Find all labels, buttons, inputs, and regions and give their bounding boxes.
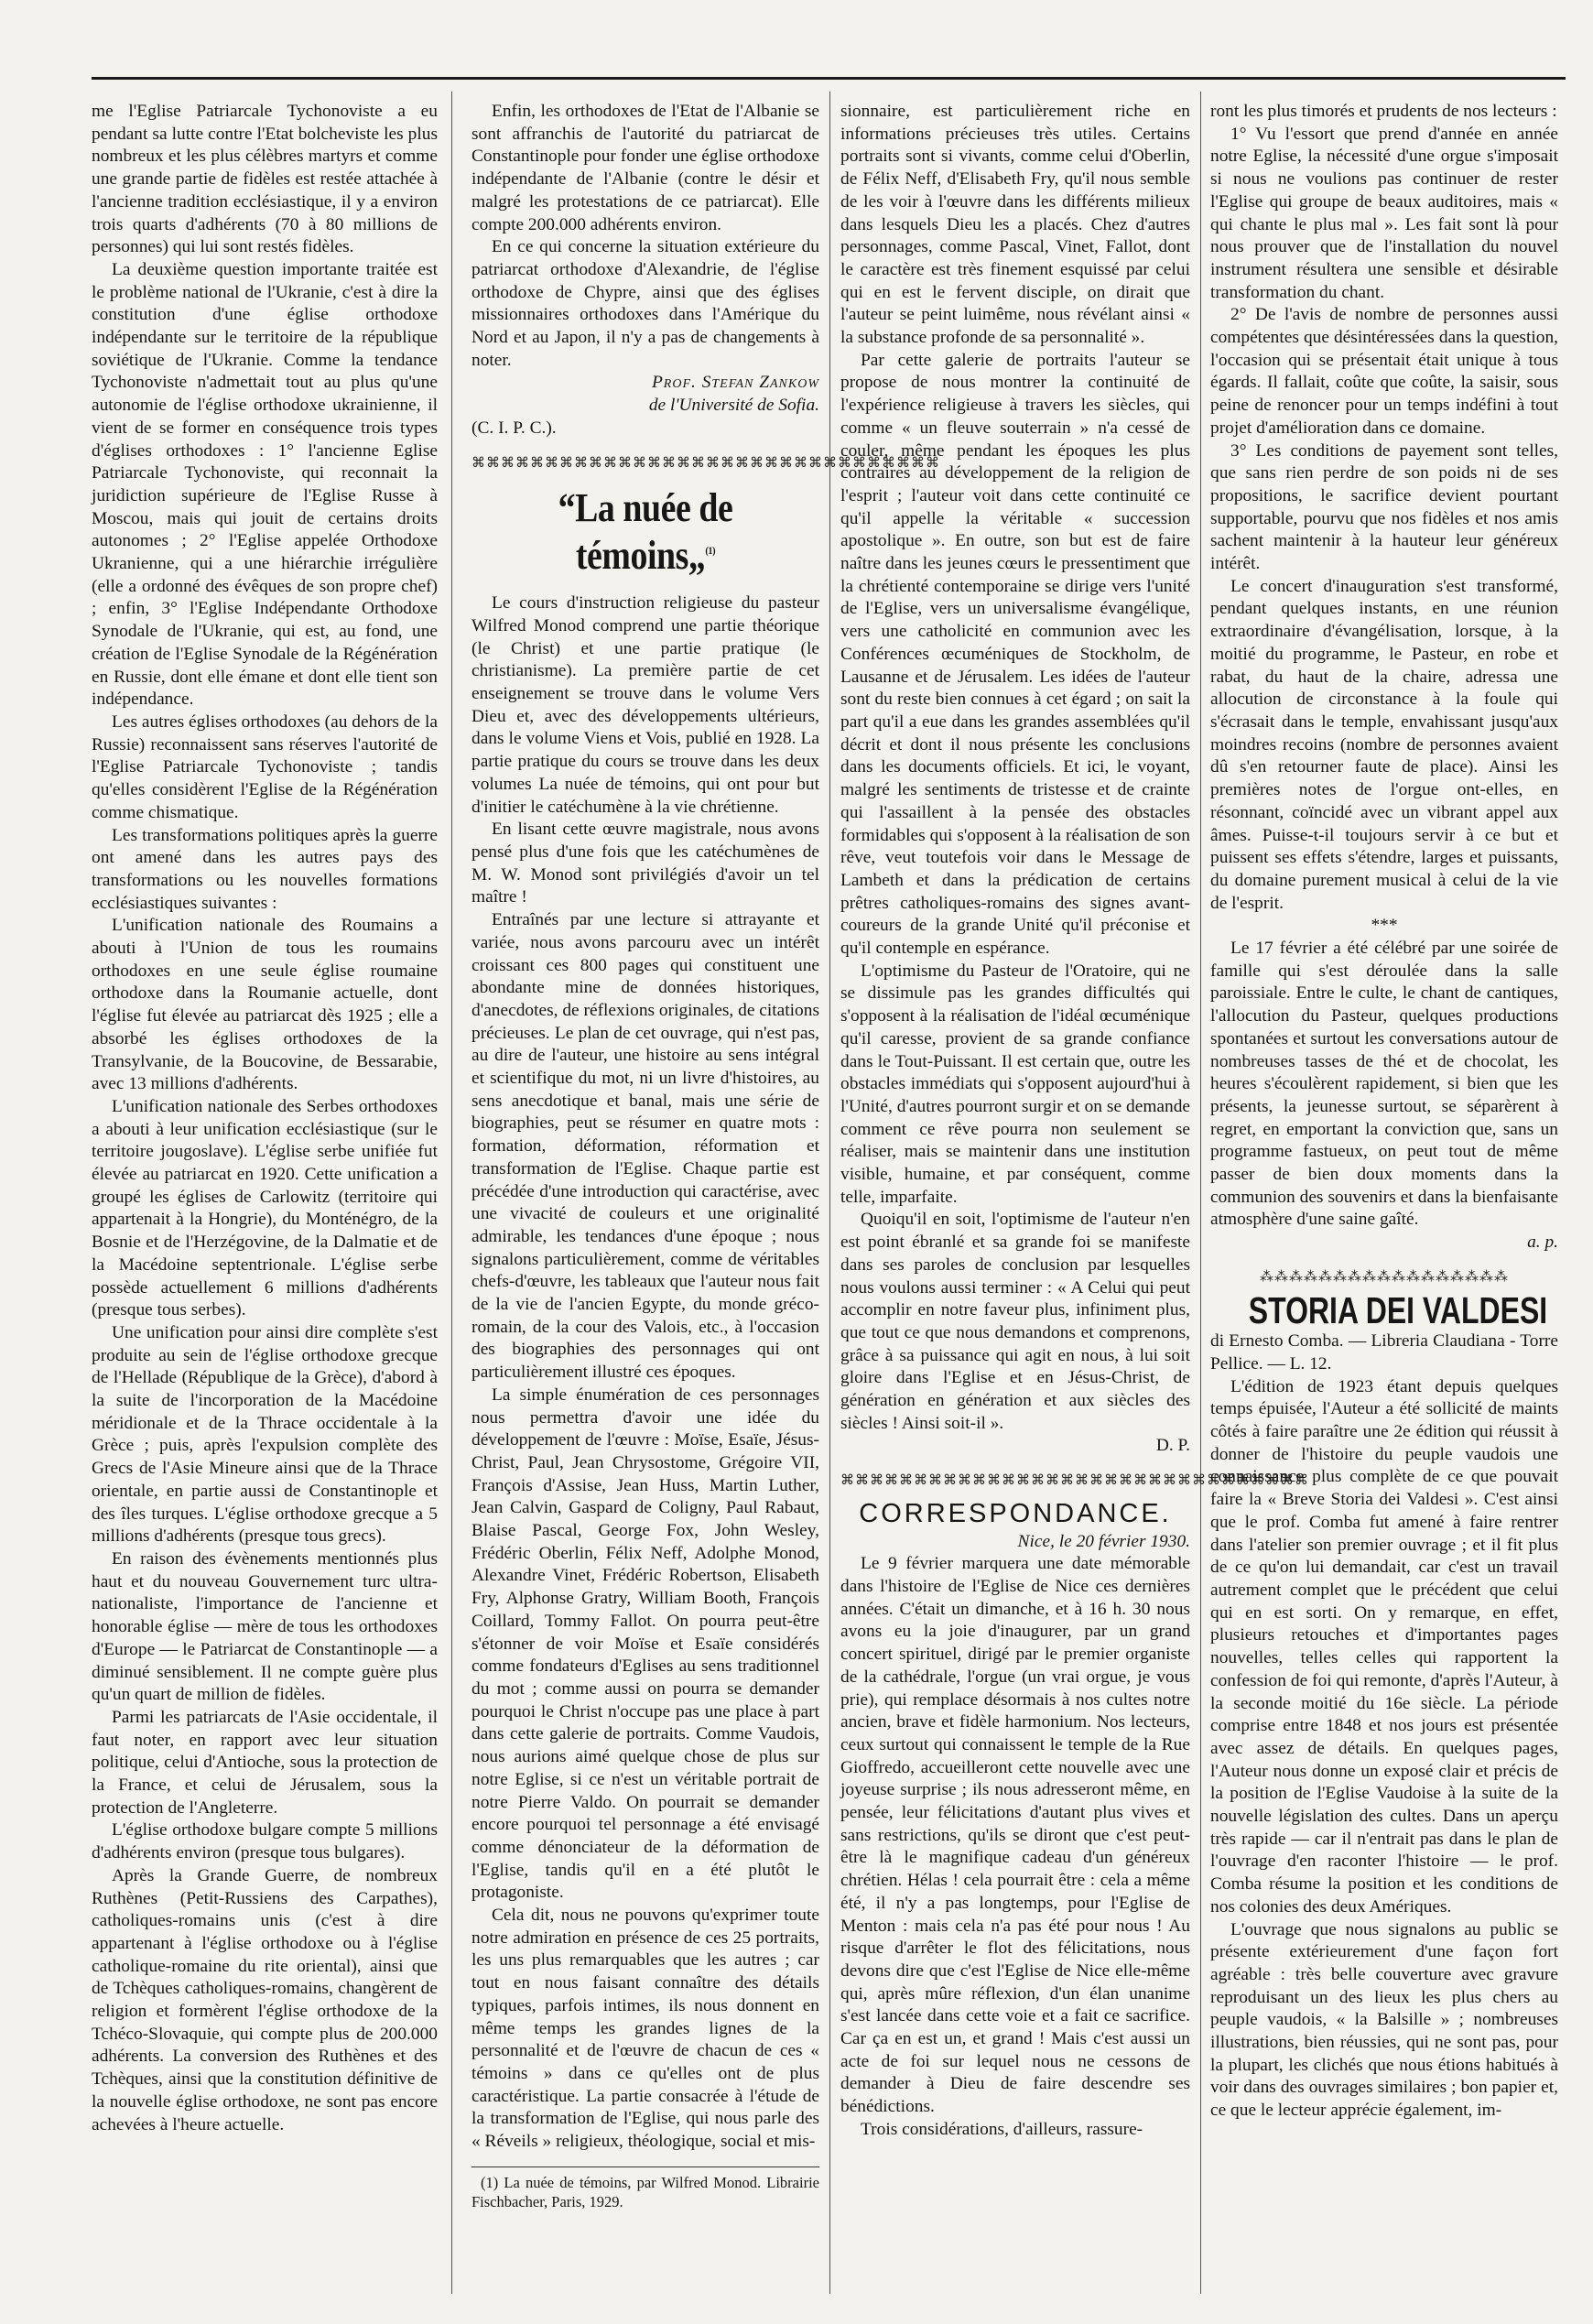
column-divider [451,92,452,2294]
footnote-marker: (1) [705,544,716,558]
paragraph: 1° Vu l'essort que prend d'année en année notre Eglise, la nécessité d'une orgue s'imposait si nous ne voulions pas continuer de rester l'Eglise qui groupe de beaux auditoires, mais « qui chante le plus mal ». Les fait sont là pour nous prouver que de l'installation du nouvel instrument résultera une sensible et désirable transformation du chant. [1210,124,1558,302]
article-title-text: “La nuée de témoins„ [558,485,733,579]
source-line: (C. I. P. C.). [471,418,557,438]
section-title: STORIA DEI VALDESI [1248,1288,1548,1331]
dateline: Nice, le 20 février 1930. [1017,1531,1190,1551]
column-3 [840,101,1309,2298]
paragraph: me l'Eglise Patriarcale Tychonoviste a eu pendant sa lutte contre l'Etat bolcheviste les plus nombreux et les plus célèbres martyrs et comme une grande partie de fidèles est restée attachée à l'ancienne tradition ecclésiastique, il y a environ trois quarts d'adhérents (70 à 80 millions de personnes) qui lui sont restés fidèles. [92,102,438,257]
ornament-divider: ⌘⌘⌘⌘⌘⌘⌘⌘⌘⌘⌘⌘⌘⌘⌘⌘⌘⌘⌘⌘⌘⌘⌘⌘⌘⌘⌘⌘⌘⌘⌘⌘ [471,453,940,471]
paragraph: Cela dit, nous ne pouvons qu'exprimer toute notre admiration en présence de ces 25 portraits, les uns plus remarquables que les autres ; car tout en nous faisant connaître des détails typiques, parfois intimes, ils nous donnent en même temps les grandes lignes de la personnalité et de l'œuvre de chacun de ces « témoins » dans ce qu'elles ont de plus caractéristique. La partie consacrée à l'étude de la transformation de l'Eglise, qui nous parle des « Réveils » religieux, théologique, social et mis- [471,1906,819,2152]
column-1 [92,101,438,2298]
paragraph: Par cette galerie de portraits l'auteur se propose de nous montrer la continuité de l'expérience religieuse à travers les siècles, qui comme « un fleuve souterrain » n'a cessé de couler, même pendant les époques les plus contraires au développement de la religion de l'esprit ; l'auteur voit dans cette continuité ce qu'il appelle la véritable « succession apostolique ». En outre, son but est de faire naître dans les jeunes cœurs le pressentiment que la chrétienté contemporaine se dirige vers l'unité de l'Eglise, vers un universalisme évangélique, vers une catholicité en communion avec les Conférences œcuméniques de Stockholm, de Lausanne et de Jérusalem. Les idées de l'auteur sont du reste bien connues à cet égard ; on sait la part qu'il a eue dans les grandes assemblées qu'il décrit et dont il nous présente les conclusions dans les documents officiels. Et ici, le voyant, malgré les sentiments de tristesse et de crainte qui l'assaillent à la pensée des obstacles formidables qui s'opposent à la réalisation de son rêve, veut toutefois voir dans le Message de Lambeth et dans la prédication de certains prêtres catholiques-romains des signes avant-coureurs de la grande Unité qu'il préconise et qu'il contemple en espérance. [840,350,1190,959]
paragraph: Le concert d'inauguration s'est transformé, pendant quelques instants, en une réunion extraordinaire d'évangélisation, lorsque, à la moitié du programme, le Pasteur, en robe et rabat, du haut de la chaire, adressa une allocution de circonstance à la foule qui s'écrasait dans le temple, envahissant jusqu'aux moindres recoins (nombre de personnes avaient dû s'en retourner faute de place). Ainsi les premières notes de l'orgue ont-elles, en résonnant, coïncidé avec un vibrant appel aux âmes. Puisse-t-il toujours servir à ce but et puissent ses effets s'étendre, larges et puissants, du domaine purement musical à celui de la vie de l'esprit. [1210,576,1558,913]
paragraph: Les transformations politiques après la guerre ont amené dans les autres pays des transformations ou les nouvelles formations ecclésiastiques suivantes : [92,825,438,913]
footnote [471,2167,819,2211]
paragraph: Quoiqu'il en soit, l'optimisme de l'auteur n'en est point ébranlé et sa grande foi se manifeste dans ses paroles de conclusion par lesquelles nous voulons aussi terminer : « A Celui qui peut accomplir en notre faveur plus, infiniment plus, que tout ce que nous demandons et comprenons, grâce à sa puissance qui agit en nous, à lui soit gloire dans l'Eglise et en Jésus-Christ, de génération en génération et aux siècles des siècles ! Ainsi soit-il ». [840,1210,1190,1433]
section-title: CORRESPONDANCE. [859,1498,1172,1528]
paragraph: Enfin, les orthodoxes de l'Etat de l'Albanie se sont affranchis de l'autorité du patriarcat de Constantinople pour fonder une église orthodoxe indépendante de l'Albanie (contre le désir et malgré les protestations de ce patriarcat). Elle compte 200.000 adhérents environ. [471,102,819,234]
column-divider [829,92,830,2294]
paragraph: ront les plus timorés et prudents de nos lecteurs : [1210,102,1557,121]
signature: D. P. [1155,1436,1190,1456]
column-4 [1210,101,1558,2298]
paragraph: Les autres églises orthodoxes (au dehors de la Russie) reconnaissent sans réserves l'autorité de l'Eglise Patriarcale Tychonoviste ; tandis qu'elles considèrent l'Eglise de la Régénération comme chismatique. [92,711,438,822]
paragraph: 3° Les conditions de payement sont telles, que sans rien perdre de son poids ni de ses propositions, le sacrifice devient pourtant supportable, pourvu que nos fidèles et nos amis sachent maintenir à la hauteur leur généreux intérêt. [1210,440,1558,574]
paragraph: Trois considérations, d'ailleurs, rassure- [861,2119,1143,2139]
signature: a. p. [1527,1233,1558,1253]
article-title [496,484,796,580]
paragraph: La deuxième question importante traitée est le problème national de l'Ukranie, c'est à dire la constitution d'une église orthodoxe indépendante sur le territoire de la république soviétique de l'Ukranie. Comme la tendance Tychonoviste n'admettait tout au plus qu'une autonomie de l'église orthodoxe ukrainienne, il vient de se former en conséquence trois types d'églises orthodoxes : 1° l'ancienne Eglise Patriarcale Tychonoviste, qui reconnait la juridiction supérieure de l'Eglise Russe à Moscou, mais qui jouit de certains droits autonomes ; 2° l'Eglise appelée Orthodoxe Ukranienne, qui a une hiérarchie irrégulière (elle a ordonné des évêques de son propre chef) ; enfin, 3° l'Eglise Indépendante Orthodoxe Synodale de l'Ukranie, qui est, au fond, une création de l'Eglise Synodale de la Régénération en Russie, dont elle émane et dont elle tient son indépendance. [92,259,438,710]
signature-name: Prof. Stefan Zankow [651,373,819,393]
byline: di Ernesto Comba. — Libreria Claudiana - Torre Pellice. — L. 12. [1210,1331,1558,1374]
ornament-divider: ⁂⁂⁂⁂⁂⁂⁂⁂⁂⁂⁂⁂⁂⁂⁂⁂⁂ [1260,1267,1509,1285]
ornament-divider: ⌘⌘⌘⌘⌘⌘⌘⌘⌘⌘⌘⌘⌘⌘⌘⌘⌘⌘⌘⌘⌘⌘⌘⌘⌘⌘⌘⌘⌘⌘⌘⌘ [840,1472,1309,1489]
paragraph: En ce qui concerne la situation extérieure du patriarcat orthodoxe d'Alexandrie, de l'église orthodoxe de Chypre, ainsi que des églises missionnaires orthodoxes dans l'Amérique du Nord et au Japon, il n'y a pas de changements à noter. [471,237,819,370]
paragraph: Le 17 février a été célébré par une soirée de famille qui s'est déroulée dans la salle paroissiale. Entre le culte, le chant de cantiques, l'allocution du Pasteur, quelques productions spontanées et surtout les conversations autour de nombreuses tasses de thé et de chocolat, les heures s'écoulèrent rapidement, si bien que les présents, la jeunesse surtout, se séparèrent à regret, en emportant la conviction que, sans un programme fastueux, on peut tout de même passer de bien doux moments dans la communion des souvenirs et dans la bienfaisante atmosphère d'une saine gaîté. [1210,939,1558,1230]
paragraph: L'ouvrage que nous signalons au public se présente extérieurement d'une façon fort agréable : très belle couverture avec gravure reproduisant un des lieux les plus chers au peuple vaudois, « la Balsille » ; nombreuses illustrations, bien réussies, qui ne sont pas, pour la plupart, les clichés que nous étions habitués à voir dans des ouvrages similaires ; bon papier et, ce que le lecteur apprécie également, im- [1210,1919,1558,2121]
stars-separator: *** [1371,916,1398,936]
paragraph: 2° De l'avis de nombre de personnes aussi compétentes que désintéressées dans la question, l'occasion qui se présentait était unique à tous égards. Il fallait, coûte que coûte, la saisir, sous peine de renoncer pour un temps indéfini à tout projet d'amélioration dans ce domaine. [1210,305,1558,438]
paragraph: Parmi les patriarcats de l'Asie occidentale, il faut noter, en rapport avec leur situation politique, celui d'Antioche, sous la protection de la France, et celui de Jérusalem, sous la protection de l'Angleterre. [92,1707,438,1818]
footnote-text: (1) La nuée de témoins, par Wilfred Monod. Librairie Fischbacher, Paris, 1929. [471,2173,819,2210]
paragraph: Le cours d'instruction religieuse du pasteur Wilfred Monod comprend une partie théorique (le Christ) et une partie pratique (le christianisme). La première partie de cet enseignement se trouve dans le volume Vers Dieu et, avec des développements ultérieurs, dans le volume Viens et Vois, publié en 1928. La partie pratique du cours se trouve dans les deux volumes La nuée de témoins, qui ont pour but d'initier le catéchumène à la vie chrétienne. [471,593,819,817]
paragraph: L'édition de 1923 étant depuis quelques temps épuisée, l'Auteur a été sollicité de maints côtés à faire paraître une 2e édition qui réussit à donner de l'histoire du peuple vaudois une connaissance plus complète de ce que pouvait faire la « Breve Storia dei Valdesi ». C'est ainsi que le prof. Comba fut amené à faire rentrer dans l'atelier son premier ouvrage ; et il fit plus de ce qu'on lui demandait, car c'est un travail autrement complet que le précédent que celui qui en est sorti. On y remarque, en effet, plusieurs retouches et d'importantes pages nouvelles, telles celles qui rapportent la confession de foi qui remonte, d'après l'Auteur, à la seconde moitié du 16e siècle. La période comprise entre 1848 et nos jours est présentée avec assez de détails. En quelques pages, l'Auteur nous donne un exposé clair et précis de la position de l'Eglise Vaudoise à la suite de la nouvelle législation des cultes. Dans un aperçu très rapide — car il n'entrait pas dans le plan de l'ouvrage d'en raconter l'histoire — le prof. Comba résume la position et les conditions de nos colonies des deux Amériques. [1210,1376,1558,1917]
paragraph: La simple énumération de ces personnages nous permettra d'avoir une idée du développement de l'œuvre : Moïse, Esaïe, Jésus-Christ, Paul, Jean Chrysostome, Grégoire VII, François d'Assise, Jean Huss, Martin Luther, Jean Calvin, Gaspard de Coligny, Paul Rabaut, Blaise Pascal, George Fox, John Wesley, Frédéric Oberlin, Félix Neff, Adolphe Monod, Alexandre Vinet, Frédéric Robertson, Elisabeth Fry, Alphonse Gratry, William Booth, François Coillard, Tommy Fallot. On pourra peut-être s'étonner de voir Moïse et Esaïe considérés comme fondateurs d'Eglises au sens traditionnel du mot ; comme aussi on pourra se demander pourquoi le Christ n'occupe pas une place à part dans cette galerie de portraits. Comme Vaudois, nous aurions aimé quelque chose de plus sur notre Eglise, si ce n'est un véritable portrait de notre Pierre Valdo. On pourrait se demander encore pourquoi tel personnage a été envisagé comme dénonciateur de la déformation de l'Eglise, tandis qu'il en a été plutôt le protagoniste. [471,1385,819,1903]
paragraph: sionnaire, est particulièrement riche en informations précieuses très utiles. Certains portraits sont si vivants, comme celui d'Oberlin, de Félix Neff, d'Elisabeth Fry, qu'il nous semble de les voir à l'œuvre dans les différents milieux dans lesquels Dieu les a placés. Chez d'autres personnages, comme Pascal, Vinet, Fallot, dont le caractère est très finement esquissé par celui qui en est le fervent disciple, on dirait que l'auteur se peint luimême, nous révélant ainsi « la substance profonde de sa personnalité ». [840,102,1190,348]
paragraph: L'unification nationale des Serbes orthodoxes a abouti à leur unification ecclésiastique (sur le territoire jougoslave). L'église serbe unifiée fut élevée au patriarcat en 1920. Cette unification a groupé les églises de Carlowitz (territoire qui appartenait à la Hongrie), du Monténégro, de la Bosnie et de l'Herzégovine, de la Dalmatie et de la Macédoine septentrionale. L'église serbe possède actuellement 6 millions d'adhérents (presque tous serbes). [92,1096,438,1320]
top-rule [92,77,1566,80]
paragraph: En raison des évènements mentionnés plus haut et du nouveau Gouvernement turc ultra-nationaliste, l'importance de l'ancienne et honorable église — mère de tous les orthodoxes d'Europe — le Patriarcat de Constantinople — a diminué sensiblement. Il ne compte guère plus qu'un quart de million de fidèles. [92,1549,438,1705]
column-2 [471,101,940,2298]
paragraph: L'optimisme du Pasteur de l'Oratoire, qui ne se dissimule pas les grandes difficultés qui s'opposent à la réalisation de l'idéal œcuménique qu'il caresse, provient de sa grande confiance dans le Tout-Puissant. Il est certain que, outre les obstacles immédiats qui s'opposent aujourd'hui à l'Unité, d'autres pourront surgir et on se demande comment ce rêve pourra non seulement se réaliser, mais se maintenir dans une institution visible, humaine, et par conséquent, comme telle, imparfaite. [840,961,1190,1207]
paragraph: En lisant cette œuvre magistrale, nous avons pensé plus d'une fois que les catéchumènes de M. W. Monod sont privilégiés d'avoir un tel maître ! [471,820,819,907]
paragraph: Après la Grande Guerre, de nombreux Ruthènes (Petit-Russiens des Carpathes), catholiques-romains unis (c'est à dire appartenant à l'église orthodoxe ou à l'église catholique-romaine du rite oriental), ainsi que de Tchèques catholiques-romains, changèrent de religion et formèrent l'église orthodoxe de la Tchéco-Slovaquie, qui compte plus de 200.000 adhérents. La conversion des Ruthènes et des Tchèques, ainsi que la constitution définitive de la nouvelle église orthodoxe, ne sont pas encore achevées à l'heure actuelle. [92,1865,438,2134]
paragraph: L'unification nationale des Roumains a abouti à l'Union de tous les roumains orthodoxes en une seule église roumaine orthodoxe dans la Roumanie actuelle, dont l'église fut élevée au patriarcat dès 1925 ; elle a absorbé les églises orthodoxes de la Transylvanie, de la Boucovine, de Bessarabie, avec 13 millions d'adhérents. [92,916,438,1094]
paragraph: Entraînés par une lecture si attrayante et variée, nous avons parcouru avec un intérêt croissant ces 800 pages qui constituent une abondante mine de données historiques, d'anecdotes, de réflexions originales, de citations précieuses. Le plan de cet ouvrage, qui n'est pas, au dire de l'auteur, une histoire au sens intégral et scientifique du mot, ni un livre d'histoires, au sens anecdotique et banal, mais une série de biographies, peut se résumer en quatre mots : formation, déformation, réformation et transformation de l'Eglise. Chaque partie est précédée d'une introduction qui caractérise, avec une vivacité de couleurs et une originalité admirable, les tendances d'une époque ; nous signalons particulièrement, comme de véritables chefs-d'œuvre, les tableaux que l'auteur nous fait de la vie de l'ancien Egypte, du monde gréco-romain, de la cour des Valois, etc., à l'occasion des biographies des personnages qui ont particulièrement illustré ces époques. [471,910,819,1383]
paragraph: L'église orthodoxe bulgare compte 5 millions d'adhérents environ (presque tous bulgares). [92,1820,438,1863]
signature-affiliation: de l'Université de Sofia. [648,396,819,416]
paragraph: Une unification pour ainsi dire complète s'est produite au sein de l'église orthodoxe grecque de l'Hellade (République de la Grèce), d'abord à la suite de l'incorporation de la Macédoine méridionale et de la Thrace occidentale à la Grèce ; puis, après l'expulsion complète des Grecs de l'Asie Mineure ainsi que de la Thrace orientale, en partie aussi de Constantinople et des îles turques. L'église orthodoxe grecque a 5 millions d'adhérents (presque tous grecs). [92,1322,438,1547]
paragraph: Le 9 février marquera une date mémorable dans l'histoire de l'Eglise de Nice ces dernières années. C'était un dimanche, et à 16 h. 30 nous avons eu la joie d'inaugurer, par un grand concert spirituel, dirigé par le premier organiste de la cathédrale, l'orgue (un vrai orgue, je vous prie), qui remplace désormais à nos cultes notre ancien, brave et fidèle harmonium. Nos lecteurs, ceux surtout qui connaissent le temple de la Rue Gioffredo, accueilleront cette nouvelle avec une joyeuse surprise ; ils nous adresseront même, en pensée, leur félicitations d'autant plus vives et sans restrictions, qu'ils se diront que c'est peut-être là le magnifique cadeau d'un généreux chrétien. Hélas ! cela pourrait être : cela a même été, il n'y a pas longtemps, pour l'Eglise de Menton : mais cela n'a pas été pour nous ! Au risque d'arrêter le flot des félicitations, nous devons dire que c'est l'Eglise de Nice elle-même qui, après mûre réflexion, d'un élan unanime s'est lancée dans cette voie et a fait ce sacrifice. Car ça en est un, et grand ! Mais c'est aussi un acte de foi sur lequel nous ne cessons de demander à Dieu de faire descendre ses bénédictions. [840,1554,1190,2117]
column-divider [1200,92,1201,2294]
